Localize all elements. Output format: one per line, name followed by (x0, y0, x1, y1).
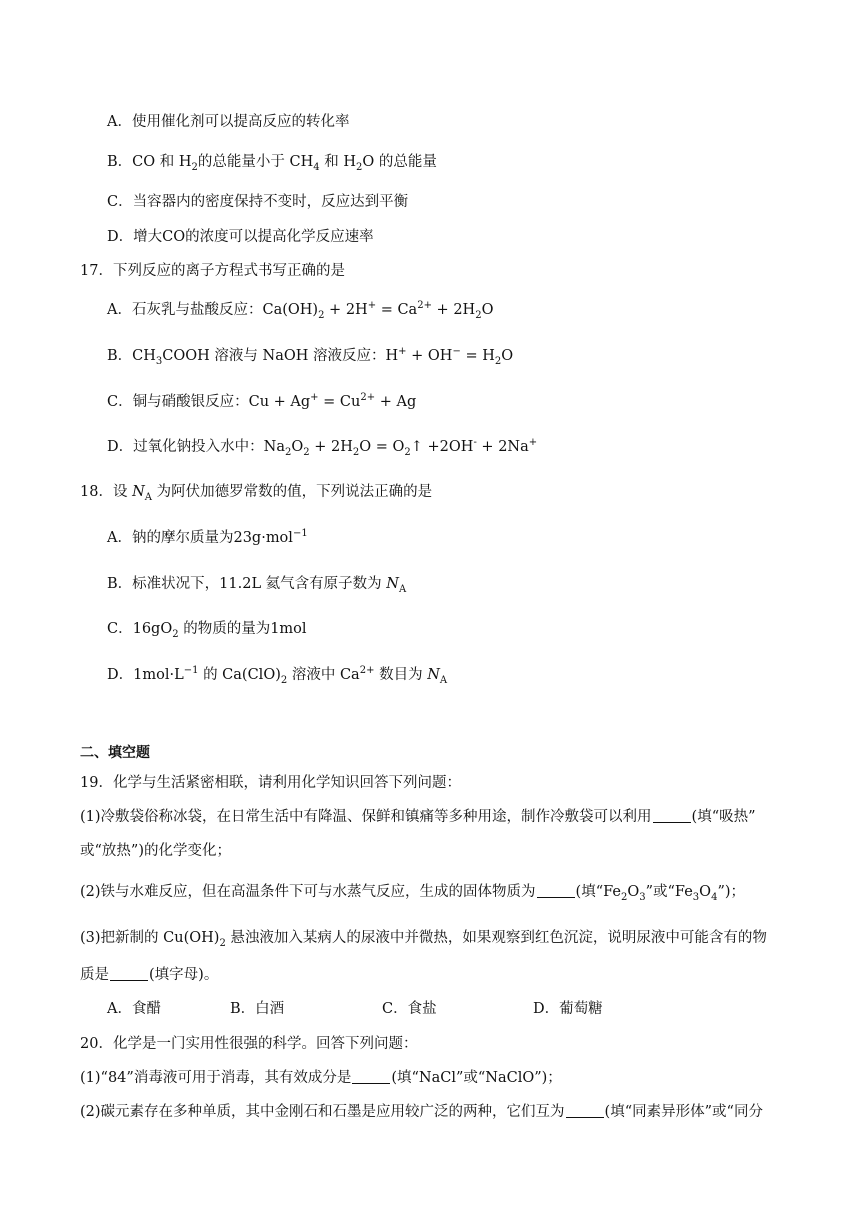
q19-part1-line2: 或“放热”)的化学变化； (80, 843, 231, 859)
answer-blank[interactable] (653, 808, 691, 823)
q16-option-d: D．增大CO的浓度可以提高化学反应速率 (107, 229, 374, 245)
q19-part3-line2: 质是 (填字母)。 (80, 967, 219, 983)
q19-option-d: D．葡萄糖 (533, 1001, 603, 1017)
q19-option-a: A．食醋 (107, 1001, 161, 1017)
q20-stem: 20．化学是一门实用性很强的科学。回答下列问题： (80, 1036, 418, 1052)
q17-option-c: C．铜与硝酸银反应：$Cu + Ag^+ = Cu^{2+} + Ag$ (107, 392, 417, 410)
q19-stem: 19．化学与生活紧密相联，请利用化学知识回答下列问题： (80, 775, 461, 791)
q19-option-b: B．白酒 (230, 1001, 285, 1017)
answer-blank[interactable] (352, 1069, 390, 1084)
q17-option-a: A．石灰乳与盐酸反应：$Ca(OH)_2 + 2H^+ = Ca^{2+} + 2H_2O$ (107, 300, 494, 321)
q19-part1-line1: (1)冷敷袋俗称冰袋，在日常生活中有降温、保鲜和镇痛等多种用途，制作冷敷袋可以利用 (填“吸热” (80, 809, 756, 825)
answer-blank[interactable] (566, 1103, 604, 1118)
q18-stem: 18．设 $N_A$ 为阿伏加德罗常数的值，下列说法正确的是 (80, 484, 433, 503)
q19-part2: (2)铁与水难反应，但在高温条件下可与水蒸气反应，生成的固体物质为 (填“$Fe_2O_3$”或“$Fe_3O_4$”)； (80, 884, 746, 903)
q17-option-d: D．过氧化钠投入水中：$Na_2O_2 + 2H_2O$ = $O_2↑ +2OH^- + 2Na^+$ (107, 437, 538, 458)
q19-option-c: C．食盐 (382, 1001, 437, 1017)
q18-option-d: D．$1mol\cdot L^{-1}$ 的 $Ca(ClO)_2$ 溶液中 $Ca^{2+}$ 数目为 $N_A$ (107, 665, 448, 686)
q18-option-b: B．标准状况下，11.2L 氦气含有原子数为 $N_A$ (107, 576, 407, 595)
q19-part3-line1: (3)把新制的 $Cu(OH)_2$ 悬浊液加入某病人的尿液中并微热，如果观察到红色沉淀，说明尿液中可能含有的物 (80, 930, 767, 949)
section-heading: 二、填空题 (80, 745, 150, 761)
q17-option-b: B．$CH_3COOH$ 溶液与 NaOH 溶液反应：$H^+ + OH^- = H_2O$ (107, 346, 514, 367)
q18-option-a: A．钠的摩尔质量为23g·mol$^{-1}$ (107, 528, 308, 546)
q20-part1: (1)“84”消毒液可用于消毒，其有效成分是 (填“NaCl”或“NaClO”)； (80, 1070, 562, 1086)
q16-option-c: C．当容器内的密度保持不变时，反应达到平衡 (107, 194, 409, 210)
q17-stem: 17．下列反应的离子方程式书写正确的是 (80, 263, 345, 279)
q18-option-c: C．$16gO_2$ 的物质的量为1mol (107, 621, 307, 640)
q16-option-b: B．CO 和 $H_2$的总能量小于 $CH_4$ 和 $H_2O$ 的总能量 (107, 154, 437, 173)
answer-blank[interactable] (110, 966, 148, 981)
q20-part2: (2)碳元素存在多种单质，其中金刚石和石墨是应用较广泛的两种，它们互为 (填“同素异形体”或“同分 (80, 1104, 763, 1120)
q16-option-a: A．使用催化剂可以提高反应的转化率 (107, 114, 350, 130)
answer-blank[interactable] (537, 883, 575, 898)
